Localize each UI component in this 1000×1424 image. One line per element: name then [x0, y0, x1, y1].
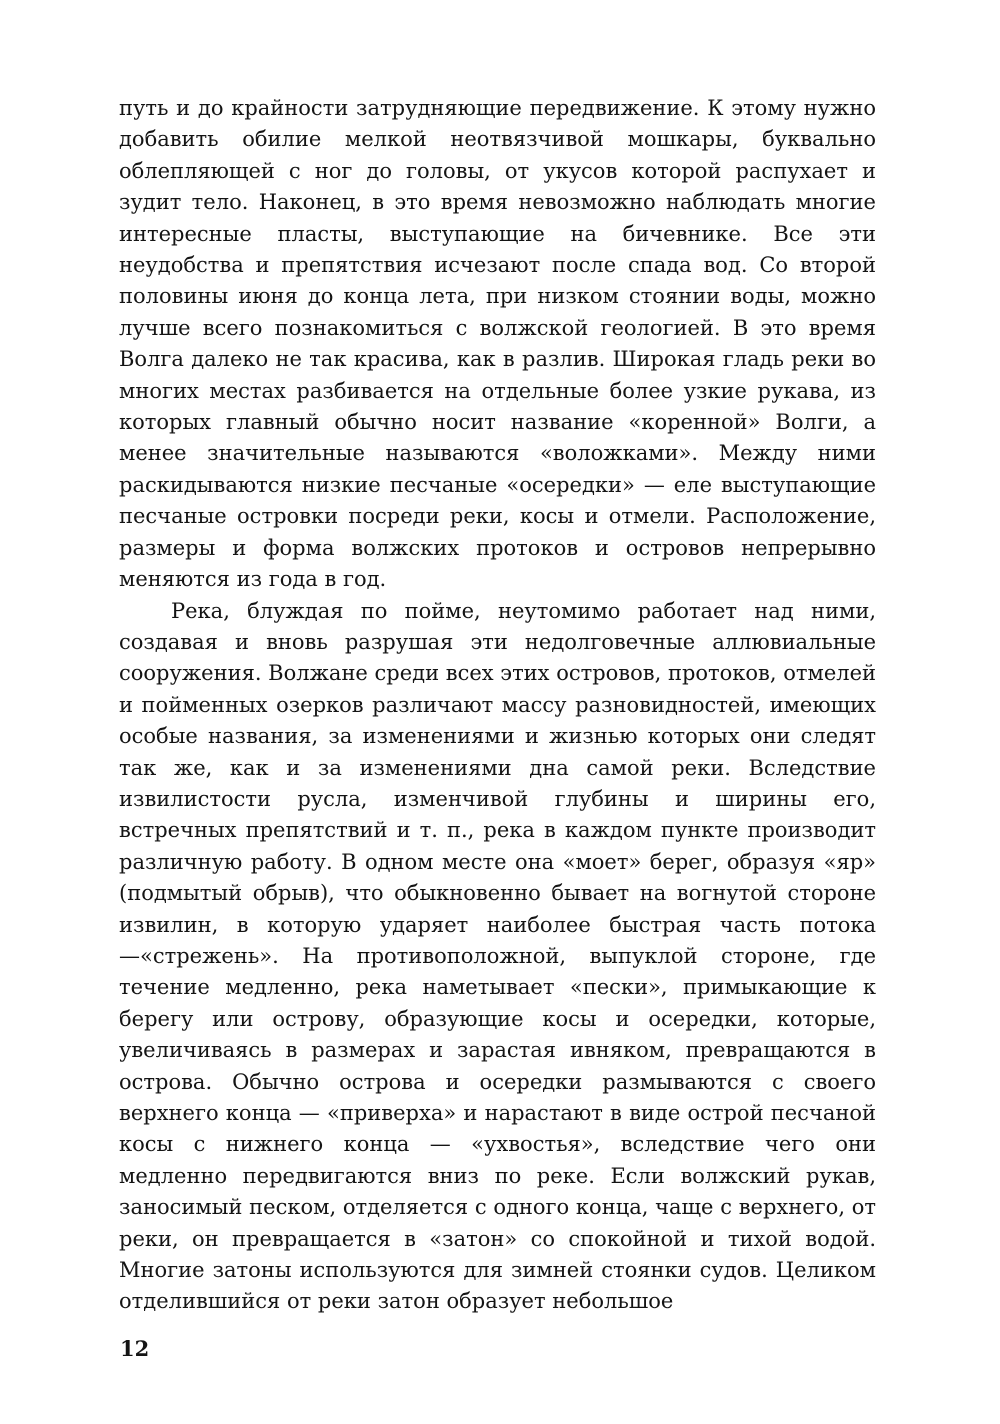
paragraph-river-work: Река, блуждая по пойме, неутомимо работает над ними, создавая и вновь разрушая эти недолговечные аллювиальные сооружения. Волжане среди всех этих островов, протоков, отмелей и пойменных озерков различают массу разновидностей, имеющих особые названия, за изменениями и жизнью которых они следят так же, как и за изменениями дна самой реки. Вследствие извилистости русла, изменчивой глубины и ширины его, встречных препятствий и т. п., река в каждом пункте производит различную работу. В одном месте она «моет» берег, образуя «яр» (подмытый обрыв), что обыкновенно бывает на вогнутой стороне извилин, в которую ударяет наиболее быстрая часть потока—«стрежень». На противоположной, выпуклой стороне, где течение медленно, река наметывает «пески», примыкающие к берегу или острову, образующие косы и осередки, которые, увеличиваясь в размерах и зарастая ивняком, превращаются в острова. Обычно острова и осередки размываются с своего верхнего конца — «приверха» и нарастают в виде острой песчаной косы с нижнего конца — «ухвостья», вследствие чего они медленно передвигаются вниз по реке. Если волжский рукав, заносимый песком, отделяется с одного конца, чаще с верхнего, от реки, он превращается в «затон» со спокойной и тихой водой. Многие затоны используются для зимней стоянки судов. Целиком отделившийся от реки затон образует небольшое	[119, 598, 877, 1314]
paragraph-continued: путь и до крайности затрудняющие передвижение. К этому нужно добавить обилие мелкой неотвязчивой мошкары, буквально облепляющей с ног до головы, от укусов которой распухает и зудит тело. Наконец, в это время невозможно наблюдать многие интересные пласты, выступающие на бичевнике. Все эти неудобства и препятствия исчезают после спада вод. Со второй половины июня до конца лета, при низком стоянии воды, можно лучше всего познакомиться с волжской геологией. В это время Волга далеко не так красива, как в разлив. Широкая гладь реки во многих местах разбивается на отдельные более узкие рукава, из которых главный обычно носит название «коренной» Волги, а менее значительные называются «воложками». Между ними раскидываются низкие песчаные «осередки» — еле выступающие песчаные островки посреди реки, косы и отмели. Расположение, размеры и форма волжских протоков и островов непрерывно меняются из года в год.	[119, 96, 876, 592]
body-text	[119, 93, 876, 1318]
page-number: 12	[120, 1336, 150, 1361]
